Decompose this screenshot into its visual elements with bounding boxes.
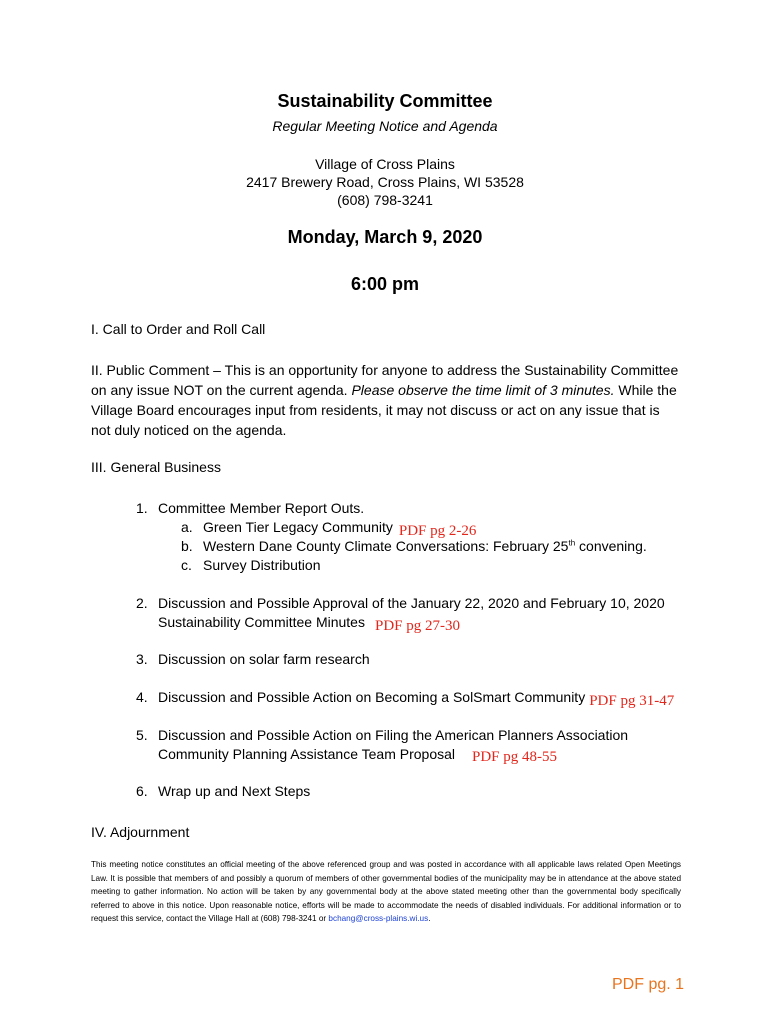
item-text: Discussion and Possible Action on Filing the American Planners Association bbox=[158, 727, 629, 743]
disclaimer-text: This meeting notice constitutes an official meeting of the above referenced group and was posted in accordance with all applicable laws related Open Meetings Law. It is possible that members of and possibly a quorum of members of other governmental bodies of the municipality may be in attendance at the above stated meeting to gather information. No action will be taken by any governmental body at the above stated meeting other than the governmental body specifically referred to above in this notice. Upon reasonable notice, efforts will be made to accommodate the needs of disabled individuals. For additional information or to request this service, contact the Village Hall at (608) 798-3241 or bbox=[91, 860, 681, 923]
subitem-letter: a. bbox=[181, 519, 193, 535]
public-comment-line bbox=[91, 380, 691, 400]
item-text: Wrap up and Next Steps bbox=[158, 783, 311, 799]
item-number: 2. bbox=[136, 595, 148, 611]
item-number: 6. bbox=[136, 783, 148, 799]
subitem-text: Western Dane County Climate Conversations: February 25 bbox=[203, 538, 569, 554]
agenda-item-2-continued bbox=[158, 612, 460, 633]
agenda-item-3 bbox=[136, 649, 370, 669]
agenda-item-5-continued: Community Planning Assistance Team Proposal bbox=[158, 746, 456, 762]
document-title: Sustainability Committee bbox=[277, 91, 493, 111]
item-text: Discussion on solar farm research bbox=[158, 651, 370, 667]
public-comment-text: While the bbox=[614, 382, 677, 398]
street-address: 2417 Brewery Road, Cross Plains, WI 53528 bbox=[246, 174, 524, 190]
document-subtitle: Regular Meeting Notice and Agenda bbox=[272, 118, 498, 134]
subitem-text: Survey Distribution bbox=[203, 557, 321, 573]
org-name: Village of Cross Plains bbox=[315, 156, 455, 172]
subitem-text: Green Tier Legacy Community bbox=[203, 519, 393, 535]
subitem-text: convening. bbox=[575, 538, 647, 554]
subitem-letter: c. bbox=[181, 557, 192, 573]
agenda-call-to-order: I. Call to Order and Roll Call bbox=[91, 321, 266, 337]
legal-disclaimer bbox=[91, 858, 681, 926]
public-comment-line: Village Board encourages input from residents, it may not discuss or act on any issue that is bbox=[91, 402, 660, 418]
agenda-subitem-1b bbox=[181, 536, 647, 556]
pdf-page-reference: PDF pg 48-55 bbox=[472, 749, 558, 765]
phone-number: (608) 798-3241 bbox=[337, 192, 433, 208]
pdf-page-reference: PDF pg 31-47 bbox=[589, 693, 675, 709]
pdf-page-reference: PDF pg 27-30 bbox=[374, 618, 460, 634]
item-number: 5. bbox=[136, 727, 148, 743]
agenda-item-5 bbox=[136, 725, 628, 745]
pdf-page-reference: PDF pg 2-26 bbox=[398, 523, 477, 539]
agenda-public-comment bbox=[91, 360, 691, 440]
pdf-page-label: PDF pg. 1 bbox=[612, 976, 685, 993]
agenda-general-business: III. General Business bbox=[91, 459, 221, 475]
agenda-item-6 bbox=[136, 781, 310, 801]
subitem-letter: b. bbox=[181, 538, 193, 554]
public-comment-text: on any issue NOT on the current agenda. bbox=[91, 382, 352, 398]
public-comment-line: not duly noticed on the agenda. bbox=[91, 422, 287, 438]
contact-email-link[interactable]: bchang@cross-plains.wi.us bbox=[328, 914, 429, 923]
public-comment-line: II. Public Comment – This is an opportunity for anyone to address the Sustainability Committee bbox=[91, 362, 679, 378]
item-number: 1. bbox=[136, 500, 148, 516]
agenda-item-2 bbox=[136, 593, 665, 613]
item-number: 3. bbox=[136, 651, 148, 667]
agenda-adjournment: IV. Adjournment bbox=[91, 824, 190, 840]
item-text: Discussion and Possible Approval of the January 22, 2020 and February 10, 2020 bbox=[158, 595, 665, 611]
meeting-time: 6:00 pm bbox=[350, 274, 420, 294]
item-number: 4. bbox=[136, 689, 148, 705]
agenda-subitem-1a bbox=[181, 517, 476, 538]
meeting-date: Monday, March 9, 2020 bbox=[287, 227, 483, 247]
item-text: Discussion and Possible Action on Becoming a SolSmart Community bbox=[158, 689, 586, 705]
agenda-item-1 bbox=[136, 498, 364, 518]
agenda-item-4 bbox=[136, 687, 674, 708]
public-comment-time-limit: Please observe the time limit of 3 minutes. bbox=[351, 382, 615, 398]
item-text: Sustainability Committee Minutes bbox=[158, 614, 365, 630]
disclaimer-end: . bbox=[428, 914, 431, 923]
ordinal-suffix: th bbox=[568, 538, 576, 548]
agenda-subitem-1c bbox=[181, 555, 321, 575]
address-block bbox=[0, 155, 770, 209]
item-text: Committee Member Report Outs. bbox=[158, 500, 365, 516]
